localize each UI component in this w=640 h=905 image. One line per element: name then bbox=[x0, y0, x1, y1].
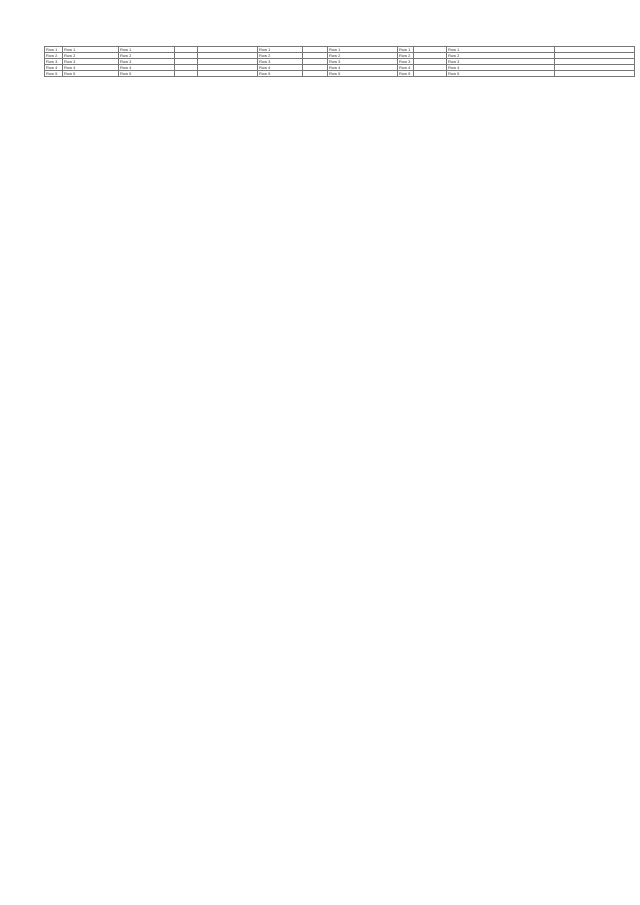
code-a-cell: Row 2 bbox=[63, 53, 119, 59]
row-number-cell: Row 2 bbox=[45, 53, 63, 59]
street-cell: Row 1 bbox=[328, 47, 398, 53]
city-cell: Row 5 bbox=[258, 71, 303, 77]
house-number-cell: Row 2 bbox=[398, 53, 414, 59]
blank-c-cell bbox=[175, 71, 198, 77]
blank-f-cell bbox=[414, 71, 447, 77]
street-cell: Row 5 bbox=[328, 71, 398, 77]
city-cell: Row 3 bbox=[258, 59, 303, 65]
note-cell: Row 3 bbox=[447, 59, 555, 65]
table-body bbox=[45, 47, 635, 77]
city-cell: Row 4 bbox=[258, 65, 303, 71]
city-cell: Row 2 bbox=[258, 53, 303, 59]
note-cell: Row 2 bbox=[447, 53, 555, 59]
blank-d-cell bbox=[198, 71, 258, 77]
code-b-cell: Row 3 bbox=[119, 59, 175, 65]
house-number-cell: Row 1 bbox=[398, 47, 414, 53]
code-a-cell: Row 4 bbox=[63, 65, 119, 71]
data-table bbox=[44, 46, 635, 77]
code-b-cell: Row 5 bbox=[119, 71, 175, 77]
house-number-cell: Row 3 bbox=[398, 59, 414, 65]
code-a-cell: Row 5 bbox=[63, 71, 119, 77]
blank-e-cell bbox=[303, 71, 328, 77]
note-cell: Row 1 bbox=[447, 47, 555, 53]
code-a-cell: Row 3 bbox=[63, 59, 119, 65]
code-b-cell: Row 1 bbox=[119, 47, 175, 53]
row-number-cell: Row 3 bbox=[45, 59, 63, 65]
code-a-cell: Row 1 bbox=[63, 47, 119, 53]
note-cell: Row 4 bbox=[447, 65, 555, 71]
street-cell: Row 2 bbox=[328, 53, 398, 59]
row-number-cell: Row 1 bbox=[45, 47, 63, 53]
house-number-cell: Row 5 bbox=[398, 71, 414, 77]
row-number-cell: Row 5 bbox=[45, 71, 63, 77]
note-cell: Row 5 bbox=[447, 71, 555, 77]
blank-g-cell bbox=[555, 71, 635, 77]
table-row bbox=[45, 71, 635, 77]
street-cell: Row 3 bbox=[328, 59, 398, 65]
row-number-cell: Row 4 bbox=[45, 65, 63, 71]
code-b-cell: Row 2 bbox=[119, 53, 175, 59]
code-b-cell: Row 4 bbox=[119, 65, 175, 71]
house-number-cell: Row 4 bbox=[398, 65, 414, 71]
city-cell: Row 1 bbox=[258, 47, 303, 53]
street-cell: Row 4 bbox=[328, 65, 398, 71]
